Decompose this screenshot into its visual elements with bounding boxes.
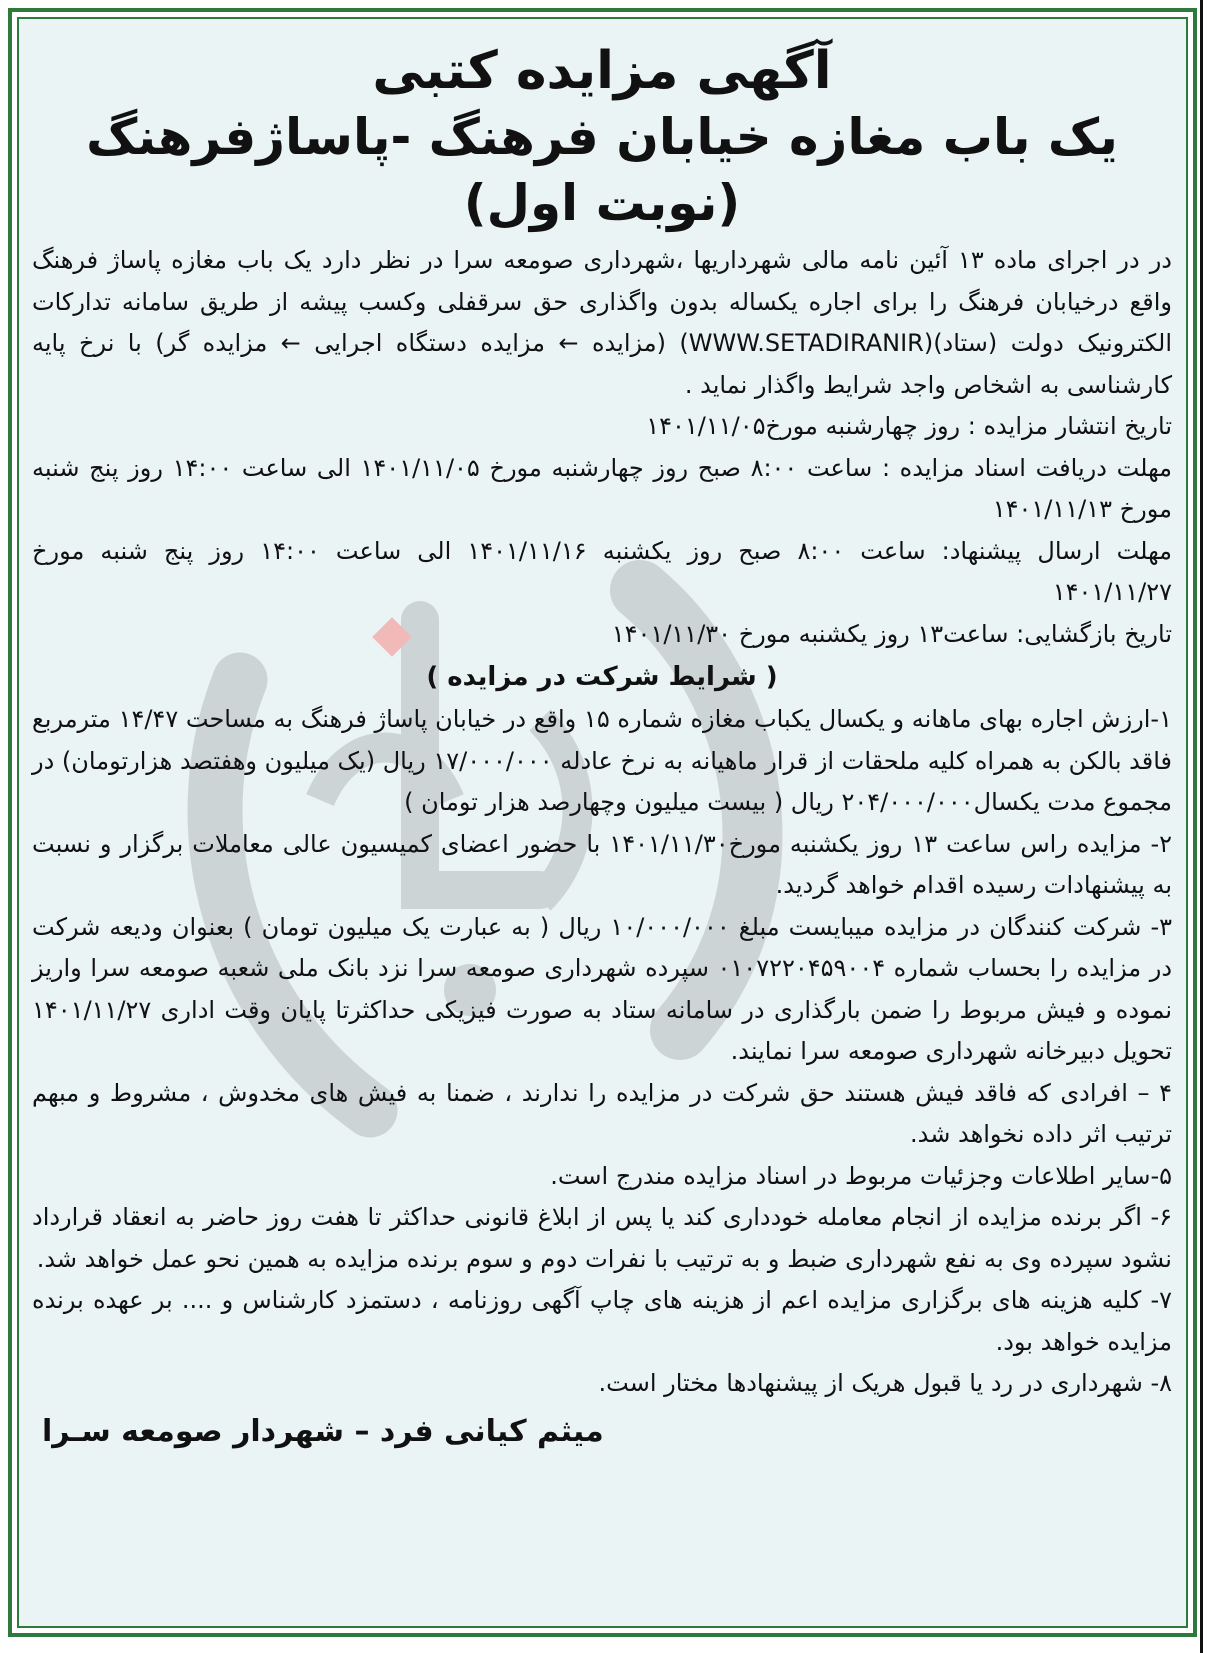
- docs-deadline: مهلت دریافت اسناد مزایده : ساعت ۸:۰۰ صبح روز چهارشنبه مورخ ۱۴۰۱/۱۱/۰۵ الی ساعت ۱۴:۰۰ روز پنج شنبه مورخ ۱۴۰۱/۱۱/۱۳: [32, 453, 1173, 523]
- condition-item: ۲- مزایده راس ساعت ۱۳ روز یکشنبه مورخ۱۴۰۱/۱۱/۳۰ با حضور اعضای کمیسیون عالی معاملات برگزار و نسبت به پیشنهادات رسیده اقدام خواهد گردید.: [32, 829, 1173, 899]
- condition-item: ۳- شرکت کنندگان در مزایده میبایست مبلغ ۱۰/۰۰۰/۰۰۰ ریال ( به عبارت یک میلیون تومان ) بعنوان ودیعه شرکت در مزایده را بحساب شماره ۰۱۰۷۲۲۰۴۵۹۰۰۴ سپرده شهرداری صومعه سرا نزد بانک ملی شعبه صومعه سرا واریز نموده و فیش مربوط را ضمن بارگذاری در سامانه ستاد به صورت فیزیکی حداکثرتا پایان وقت اداری ۱۴۰۱/۱۱/۲۷ تحویل دبیرخانه شهرداری صومعه سرا نمایند.: [32, 912, 1173, 1065]
- intro-paragraph: در در اجرای ماده ۱۳ آئین نامه مالی شهرداریها ،شهرداری صومعه سرا در نظر دارد یک باب مغازه پاساژ فرهنگ واقع درخیابان فرهنگ را برای اجاره یکساله بدون واگذاری حق سرقفلی وکسب پیشه از طریق سامانه تدارکات الکترونیک دولت (ستاد)(WWW.SETADIRANIR) (مزایده ← مزایده دستگاه اجرایی ← مزایده گر) با نرخ پایه کارشناسی به اشخاص واجد شرایط واگذار نماید .: [32, 246, 1172, 399]
- page-edge-bar: [1200, 0, 1215, 1653]
- opening-date: تاریخ بازگشایی: ساعت۱۳ روز یکشنبه مورخ ۱۴۰۱/۱۱/۳۰: [611, 619, 1172, 648]
- condition-item: ۶- اگر برنده مزایده از انجام معامله خودداری کند یا پس از ابلاغ قانونی حداکثر تا هفت روز حاضر به انعقاد قرارداد نشود سپرده وی به نفع شهرداری ضبط و به ترتیب با نفرات دوم و سوم برنده مزایده به همین نحو عمل خواهد شد.: [32, 1203, 1172, 1273]
- conditions-heading: ( شرایط شرکت در مزایده ): [426, 662, 778, 692]
- condition-item: ۷- کلیه هزینه های برگزاری مزایده اعم از هزینه های چاپ آگهی روزنامه ، دستمزد کارشناس و .... بر عهده برنده مزایده خواهد بود.: [32, 1286, 1172, 1356]
- signature: میثم کیانی فرد – شهردار صومعه سـرا: [42, 1413, 604, 1449]
- condition-item: ۵-سایر اطلاعات وجزئیات مربوط در اسناد مزایده مندرج است.: [550, 1161, 1172, 1190]
- notice-title: آگهی مزایده کتبی: [372, 41, 832, 101]
- notice-subtitle: یک باب مغازه خیابان فرهنگ -پاساژفرهنگ (نوبت اول): [86, 108, 1118, 232]
- publish-date: تاریخ انتشار مزایده : روز چهارشنبه مورخ۱۴۰۱/۱۱/۰۵: [646, 412, 1172, 440]
- condition-item: ۱-ارزش اجاره بهای ماهانه و یکسال یکباب مغازه شماره ۱۵ واقع در خیابان پاساژ فرهنگ به مساحت ۱۴/۴۷ مترمربع فاقد بالکن به همراه کلیه ملحقات از قرار ماهیانه به نرخ عادله ۱۷/۰۰۰/۰۰۰ ریال (یک میلیون وهفتصد هزارتومان) در مجموع مدت یکسال۲۰۴/۰۰۰/۰۰۰ ریال ( بیست میلیون وچهارصد هزار تومان ): [32, 705, 1172, 816]
- condition-item: ۴ – افرادی که فاقد فیش هستند حق شرکت در مزایده را ندارند ، ضمنا به فیش های مخدوش ، مشروط و مبهم ترتیب اثر داده نخواهد شد.: [32, 1078, 1172, 1148]
- offer-deadline: مهلت ارسال پیشنهاد: ساعت ۸:۰۰ صبح روز یکشنبه ۱۴۰۱/۱۱/۱۶ الی ساعت ۱۴:۰۰ روز پنج شنبه مورخ ۱۴۰۱/۱۱/۲۷: [32, 536, 1173, 606]
- condition-item: ۸- شهرداری در رد یا قبول هریک از پیشنهادها مختار است.: [598, 1369, 1172, 1397]
- notice-body: [32, 38, 1172, 1457]
